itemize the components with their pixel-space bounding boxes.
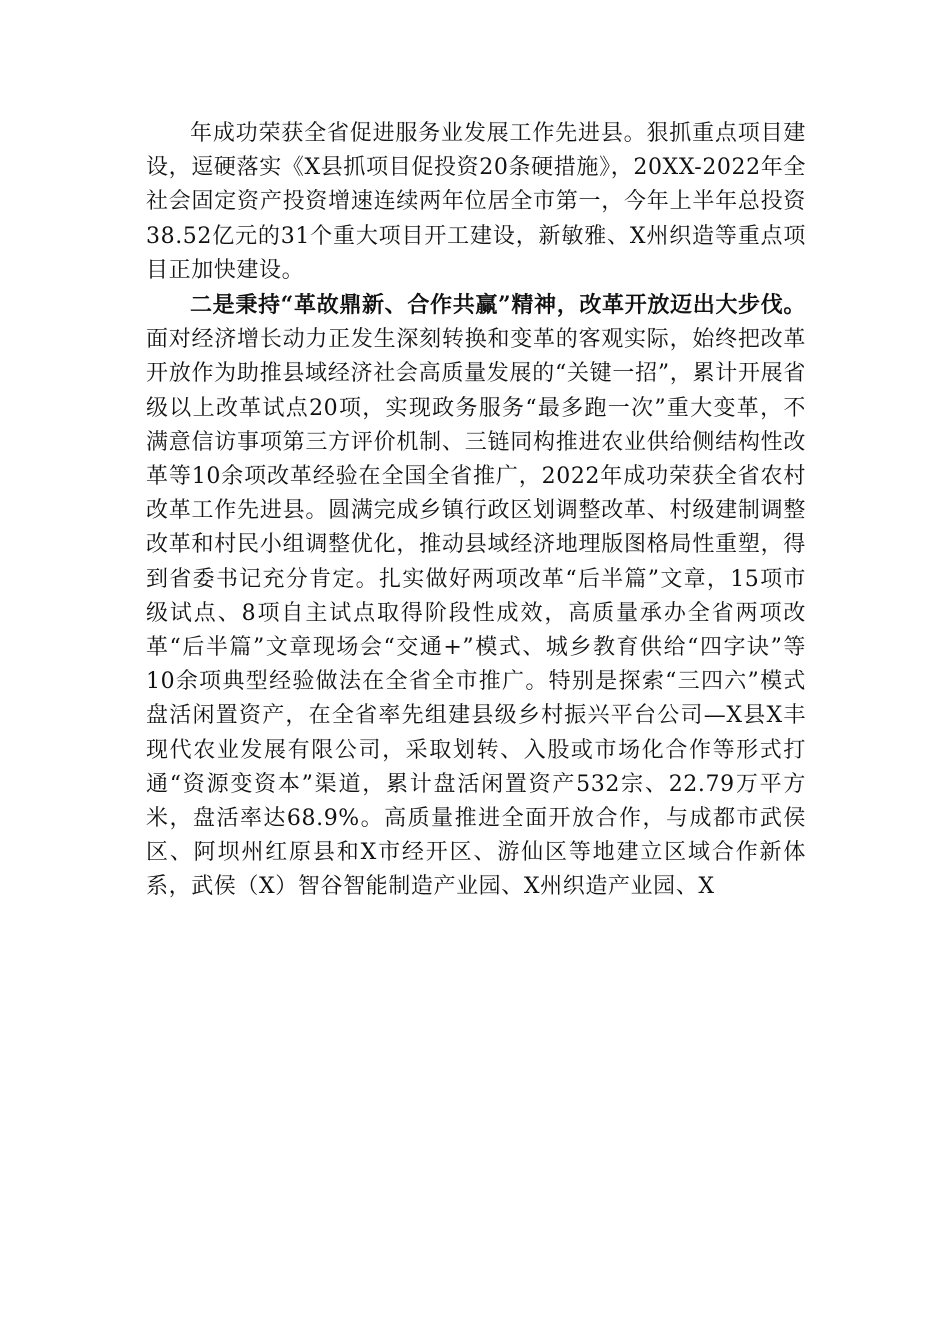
paragraph-reform-body: 面对经济增长动力正发生深刻转换和变革的客观实际，始终把改革开放作为助推县域经济社会高质量发展的“关键一招”，累计开展省级以上改革试点20项，实现政务服务“最多跑一次”重大变革，不满意信访事项第三方评价机制、三链同构推进农业供给侧结构性改革等10余项改革经验在全国全省推广，2022年成功荣获全省农村改革工作先进县。圆满完成乡镇行政区划调整改革、村级建制调整改革和村民小组调整优化，推动县域经济地理版图格局性重塑，得到省委书记充分肯定。扎实做好两项改革“后半篇”文章，15项市级试点、8项自主试点取得阶段性成效，高质量承办全省两项改革“后半篇”文章现场会“交通+”模式、城乡教育供给“四字诀”等10余项典型经验做法在全省全市推广。特别是探索“三四六”模式盘活闲置资产，在全省率先组建县级乡村振兴平台公司—X县X丰现代农业发展有限公司，采取划转、入股或市场化合作等形式打通“资源变资本”渠道，累计盘活闲置资产532宗、22.79万平方米，盘活率达68.9%。高质量推进全面开放合作，与成都市武侯区、阿坝州红原县和X市经开区、游仙区等地建立区域合作新体系，武侯（X）智谷智能制造产业园、X州织造产业园、X [146,327,806,900]
paragraph-investment: 年成功荣获全省促进服务业发展工作先进县。狠抓重点项目建设，逗硬落实《X县抓项目促投资20条硬措施》，20XX-2022年全社会固定资产投资增速连续两年位居全市第一，今年上半年总投资38.52亿元的31个重大项目开工建设，新敏雅、X州织造等重点项目正加快建设。 [146,121,806,283]
paragraph-reform-heading: 二是秉持“革故鼎新、合作共赢”精神，改革开放迈出大步伐。 [190,292,806,319]
document-body [146,117,806,905]
paragraph-reform [146,288,806,905]
